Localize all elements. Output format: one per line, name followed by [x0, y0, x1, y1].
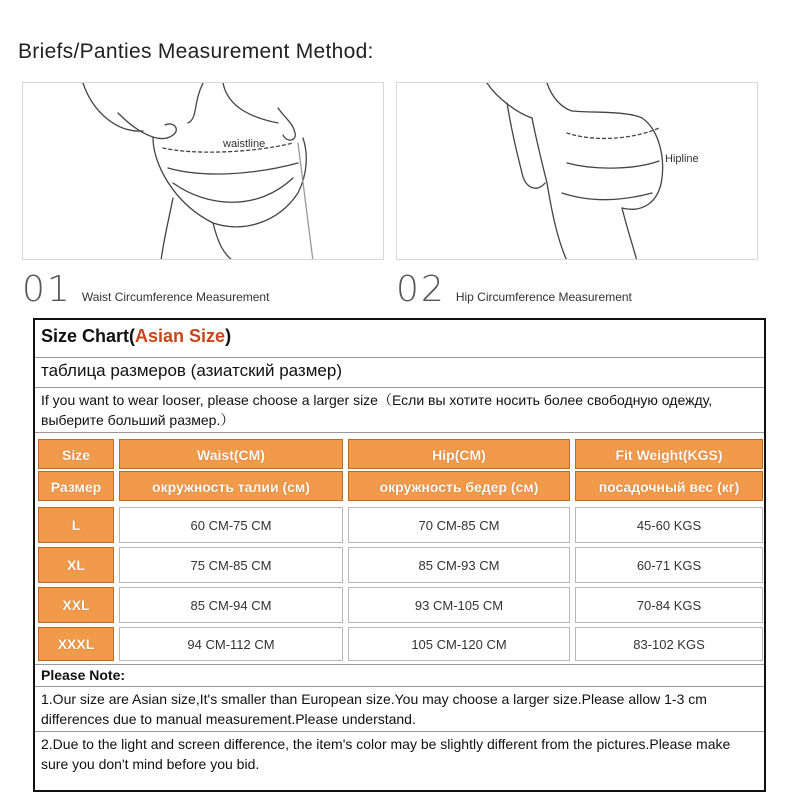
header-size-ru: Размер	[38, 471, 114, 501]
hip-caption	[396, 268, 632, 308]
waist-cell-xxl: 85 CM-94 CM	[119, 587, 343, 623]
hip-figure-drawing	[397, 83, 758, 260]
title-prefix: Size Chart(	[41, 326, 136, 346]
page-heading: Briefs/Panties Measurement Method:	[18, 40, 374, 63]
note-item-2: 2.Due to the light and screen difference, the item's color may be slightly different from the pictures.Please make sure you don't mind before you bid.	[41, 736, 731, 772]
title-asian-size: Asian Size	[135, 326, 226, 346]
header-weight-ru: посадочный вес (кг)	[575, 471, 763, 501]
hip-cell-xl: 85 CM-93 CM	[348, 547, 570, 583]
weight-cell-l: 45-60 KGS	[575, 507, 763, 543]
size-table	[35, 433, 764, 665]
waist-caption-text: Waist Circumference Measurement	[81, 290, 270, 304]
header-weight-en: Fit Weight(KGS)	[575, 439, 763, 469]
weight-cell-xxl: 70-84 KGS	[575, 587, 763, 623]
hip-caption-text: Hip Circumference Measurement	[455, 290, 632, 304]
hip-measurement-illustration	[396, 82, 758, 260]
size-chart	[33, 318, 766, 792]
header-size-en: Size	[38, 439, 114, 469]
waistline-label: waistline	[223, 138, 266, 150]
header-waist-ru: окружность талии (см)	[119, 471, 343, 501]
waist-figure-drawing	[23, 83, 384, 260]
size-cell-xxl: XXL	[38, 587, 114, 623]
looser-size-note: If you want to wear looser, please choose a larger size（Если вы хотите носить более свободную одежду, выберите больший размер.）	[35, 388, 764, 433]
hip-cell-l: 70 CM-85 CM	[348, 507, 570, 543]
waist-caption	[22, 268, 269, 308]
weight-cell-xxxl: 83-102 KGS	[575, 627, 763, 661]
step-number-01: 01	[22, 269, 72, 310]
size-chart-title	[35, 320, 764, 358]
please-note-title: Please Note:	[35, 665, 764, 687]
hip-cell-xxl: 93 CM-105 CM	[348, 587, 570, 623]
waist-measurement-illustration	[22, 82, 384, 260]
waist-cell-xxxl: 94 CM-112 CM	[119, 627, 343, 661]
note-item-1: 1.Our size are Asian size,It's smaller than European size.You may choose a larger size.Please allow 1-3 cm differences due to manual measurement.Please understand.	[35, 687, 764, 732]
size-chart-subtitle-ru: таблица размеров (азиатский размер)	[35, 358, 764, 388]
header-hip-ru: окружность бедер (см)	[348, 471, 570, 501]
hip-cell-xxxl: 105 CM-120 CM	[348, 627, 570, 661]
header-hip-en: Hip(CM)	[348, 439, 570, 469]
hipline-label: Hipline	[665, 153, 699, 165]
title-suffix: )	[225, 326, 232, 346]
size-cell-xl: XL	[38, 547, 114, 583]
size-cell-l: L	[38, 507, 114, 543]
header-waist-en: Waist(CM)	[119, 439, 343, 469]
weight-cell-xl: 60-71 KGS	[575, 547, 763, 583]
size-cell-xxxl: XXXL	[38, 627, 114, 661]
step-number-02: 02	[396, 269, 446, 310]
waist-cell-l: 60 CM-75 CM	[119, 507, 343, 543]
waist-cell-xl: 75 CM-85 CM	[119, 547, 343, 583]
